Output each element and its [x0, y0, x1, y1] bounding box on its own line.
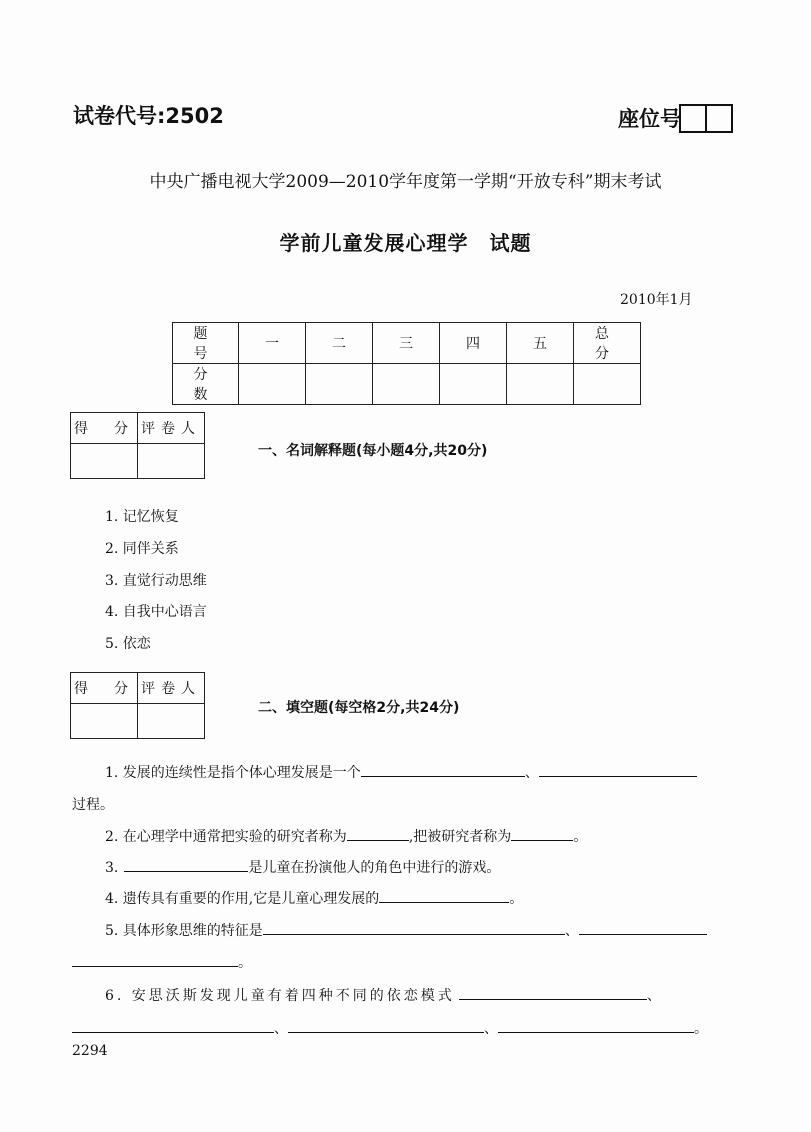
- paper-code: 试卷代号:2502: [73, 104, 224, 128]
- answer-blank[interactable]: [498, 1018, 694, 1033]
- score-table: [172, 322, 641, 405]
- separator: 、: [274, 1021, 288, 1037]
- question-text: 2. 在心理学中通常把实验的研究者称为: [105, 829, 347, 845]
- question-1-continued: 过程。: [72, 797, 114, 813]
- grader-box-1: [70, 412, 205, 479]
- score-table-score-row: [173, 364, 641, 405]
- question-text: 3.: [105, 860, 119, 876]
- question-6: [105, 985, 664, 1005]
- question-3: [105, 857, 500, 877]
- score-table-cell: 总 分: [574, 323, 641, 364]
- score-table-cell: 二: [306, 323, 373, 364]
- score-table-cell: 一: [239, 323, 306, 364]
- score-entry-cell[interactable]: [306, 364, 373, 405]
- score-table-cell: 分 数: [173, 364, 239, 405]
- exam-date: 2010年1月: [620, 292, 693, 308]
- question-text: 是儿童在扮演他人的角色中进行的游戏。: [248, 860, 501, 876]
- question-5-continued: [72, 952, 252, 972]
- question-text: 1. 发展的连续性是指个体心理发展是一个: [105, 765, 361, 781]
- seat-box[interactable]: [705, 104, 733, 133]
- separator: 、: [484, 1021, 498, 1037]
- list-item: 4. 自我中心语言: [105, 604, 207, 620]
- separator: 、: [564, 923, 579, 939]
- answer-blank[interactable]: [124, 857, 248, 872]
- list-item: 5. 依恋: [105, 636, 151, 652]
- section-1-heading: 一、名词解释题(每小题4分,共20分): [258, 443, 488, 459]
- score-label: 得 分: [71, 413, 138, 444]
- separator: 、: [646, 988, 664, 1004]
- grader-label: 评卷人: [138, 673, 205, 704]
- question-6-continued: [72, 1018, 708, 1038]
- page-title: 学前儿童发展心理学 试题: [279, 231, 532, 255]
- score-entry-cell[interactable]: [71, 704, 138, 739]
- score-table-cell: 三: [373, 323, 440, 364]
- score-entry-cell[interactable]: [373, 364, 440, 405]
- answer-blank[interactable]: [539, 762, 697, 777]
- answer-blank[interactable]: [288, 1018, 484, 1033]
- grader-box-2: [70, 672, 205, 739]
- answer-blank[interactable]: [263, 920, 565, 935]
- question-2: [105, 826, 587, 846]
- seat-box[interactable]: [679, 104, 707, 133]
- answer-blank[interactable]: [459, 985, 647, 1000]
- answer-blank[interactable]: [72, 952, 238, 967]
- exam-heading: 中央广播电视大学2009—2010学年度第一学期“开放专科”期末考试: [149, 172, 662, 192]
- answer-blank[interactable]: [361, 762, 525, 777]
- seat-number: [618, 103, 733, 133]
- list-item: 3. 直觉行动思维: [105, 573, 207, 589]
- question-text: ,把被研究者称为: [408, 829, 512, 845]
- answer-blank[interactable]: [511, 826, 573, 841]
- score-entry-cell[interactable]: [440, 364, 507, 405]
- question-text: 6. 安思沃斯发现儿童有着四种不同的依恋模式: [105, 988, 455, 1004]
- question-text: 5. 具体形象思维的特征是: [105, 923, 263, 939]
- answer-blank[interactable]: [579, 920, 707, 935]
- score-entry-cell[interactable]: [71, 444, 138, 479]
- answer-blank[interactable]: [379, 888, 509, 903]
- question-text: 4. 遗传具有重要的作用,它是儿童心理发展的: [105, 891, 380, 907]
- question-4: [105, 888, 523, 908]
- grader-entry-cell[interactable]: [138, 704, 205, 739]
- question-5: [105, 920, 707, 940]
- page-code: 2294: [72, 1043, 108, 1059]
- list-item: 2. 同伴关系: [105, 541, 179, 557]
- score-entry-cell[interactable]: [507, 364, 574, 405]
- question-1: [105, 762, 697, 782]
- answer-blank[interactable]: [72, 1018, 274, 1033]
- answer-blank[interactable]: [347, 826, 409, 841]
- score-entry-cell[interactable]: [239, 364, 306, 405]
- seat-label: 座位号: [618, 107, 681, 131]
- score-label: 得 分: [71, 673, 138, 704]
- score-table-cell: 四: [440, 323, 507, 364]
- section-2-heading: 二、填空题(每空格2分,共24分): [258, 700, 460, 716]
- question-text: 。: [694, 1021, 708, 1037]
- question-text: 。: [509, 891, 524, 907]
- separator: 、: [524, 765, 539, 781]
- grader-label: 评卷人: [138, 413, 205, 444]
- score-table-header-row: [173, 323, 641, 364]
- question-text: 。: [573, 829, 588, 845]
- score-entry-cell[interactable]: [574, 364, 641, 405]
- score-table-cell: 题 号: [173, 323, 239, 364]
- list-item: 1. 记忆恢复: [105, 509, 179, 525]
- question-text: 。: [238, 955, 252, 971]
- grader-entry-cell[interactable]: [138, 444, 205, 479]
- score-table-cell: 五: [507, 323, 574, 364]
